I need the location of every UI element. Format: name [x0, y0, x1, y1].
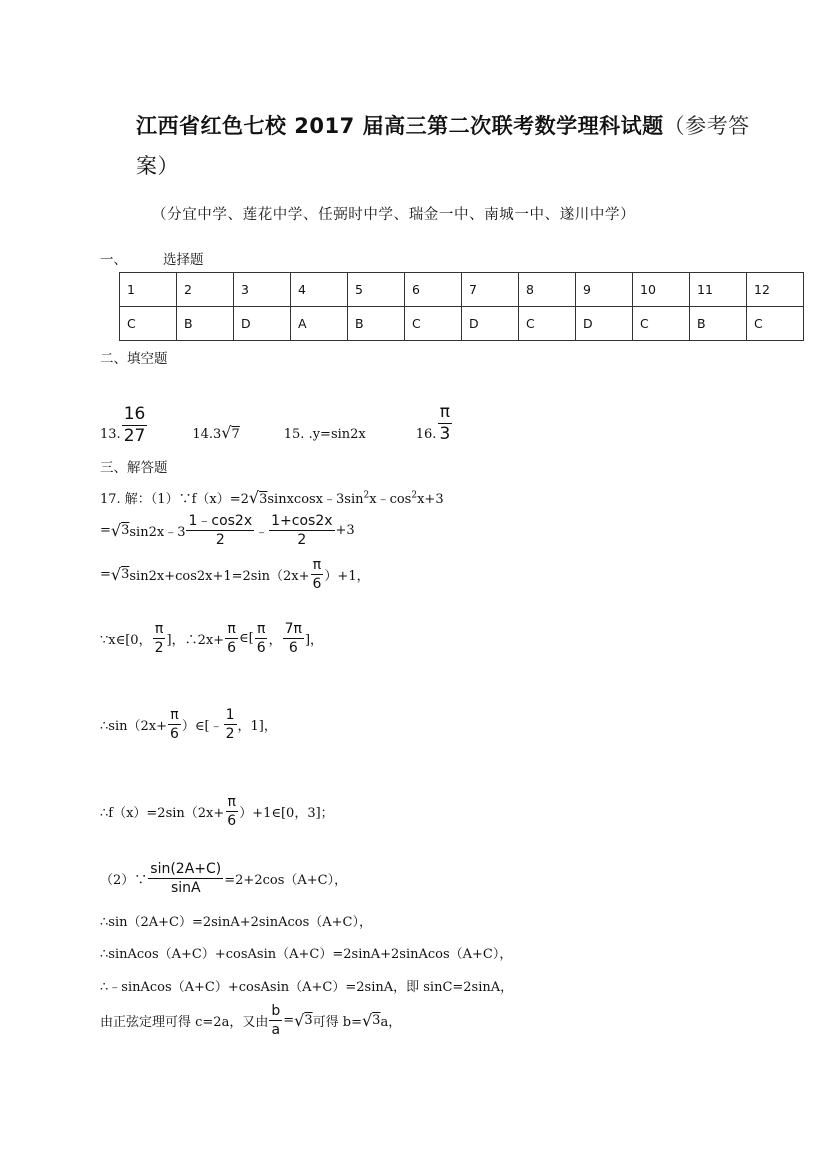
text: =	[283, 1013, 295, 1029]
fraction-numerator: π	[439, 402, 450, 422]
table-cell: 4	[291, 273, 348, 307]
text: ∴sin（2x+	[100, 719, 167, 735]
q14-answer	[192, 423, 239, 442]
table-cell: 10	[633, 273, 690, 307]
fraction-numerator: π	[154, 621, 164, 637]
section-heading-choice	[100, 248, 204, 268]
table-cell: C	[519, 307, 576, 341]
fraction	[255, 622, 268, 655]
radicand: 3	[121, 523, 130, 539]
exponent: 2	[411, 490, 418, 501]
table-cell: C	[120, 307, 177, 341]
title-bold: 江西省红色七校 2017 届高三第二次联考数学理科试题	[136, 114, 664, 138]
table-cell: 7	[462, 273, 519, 307]
text: 可得 b=	[312, 1015, 362, 1031]
fraction	[153, 622, 166, 655]
fraction-denominator: a	[271, 1021, 281, 1038]
fraction-denominator: 3	[439, 423, 451, 444]
fraction-denominator: 2	[225, 725, 235, 742]
fraction-denominator: 6	[227, 639, 236, 656]
table-cell: B	[348, 307, 405, 341]
fraction-denominator: 2	[215, 531, 225, 548]
radicand: 3	[372, 1013, 381, 1029]
table-cell: C	[633, 307, 690, 341]
sqrt-icon: √	[110, 565, 122, 585]
solution-line-8: ∴sin（2A+C）=2sinA+2sinAcos（A+C），	[100, 915, 372, 930]
solution-line-11	[100, 1004, 401, 1037]
fill-answers-row	[100, 404, 453, 446]
text: ）+1∈[0，3]；	[239, 806, 334, 822]
fraction-denominator: 27	[123, 425, 146, 446]
fraction	[224, 708, 237, 741]
fraction-numerator: π	[227, 621, 236, 637]
text: =	[100, 567, 111, 583]
q14-text: 14.3	[192, 426, 222, 442]
section-label: 选择题	[163, 252, 204, 268]
q14-radicand: 7	[231, 426, 240, 442]
text: ，	[268, 633, 282, 649]
text: ）+1，	[324, 569, 370, 585]
text: sinxcosx﹣3sin	[267, 492, 364, 507]
text: ∈[	[239, 631, 254, 647]
text: sin2x﹣3	[129, 525, 186, 541]
text: ）∈[﹣	[181, 719, 223, 735]
fraction-numerator: π	[170, 707, 179, 723]
answer-table	[119, 272, 804, 341]
table-cell: 9	[576, 273, 633, 307]
text: =	[100, 523, 111, 539]
table-row-answers	[120, 307, 804, 341]
fraction	[269, 514, 334, 547]
solution-line-2	[100, 514, 355, 547]
solution-line-3	[100, 558, 370, 591]
table-cell: C	[747, 307, 804, 341]
fraction	[225, 795, 238, 828]
fraction	[225, 622, 238, 655]
table-cell: 5	[348, 273, 405, 307]
table-row-numbers	[120, 273, 804, 307]
text: ∵x∈[0，	[100, 633, 152, 649]
table-cell: D	[462, 307, 519, 341]
fraction	[283, 622, 304, 655]
fraction-numerator: 1	[225, 707, 235, 723]
table-cell: D	[234, 307, 291, 341]
text: ，1]，	[237, 719, 277, 735]
document-title-line2: 案）	[136, 154, 179, 178]
text: ]，	[304, 633, 324, 649]
text: （2）∵	[100, 873, 148, 889]
exponent: 2	[363, 490, 370, 501]
fraction-denominator: 6	[312, 575, 322, 592]
table-cell: 8	[519, 273, 576, 307]
radicand: 3	[304, 1013, 313, 1029]
text: ﹣	[255, 525, 269, 541]
solution-line-10: ∴﹣sinAcos（A+C）+cosAsin（A+C）=2sinA，即 sinC=2sinA，	[100, 980, 514, 995]
document-title-line1	[136, 110, 750, 140]
fraction	[168, 708, 181, 741]
fraction	[311, 558, 324, 591]
fraction	[269, 1004, 282, 1037]
fraction-denominator: 6	[256, 639, 266, 656]
table-cell: 6	[405, 273, 462, 307]
title-light: （参考答	[663, 114, 750, 138]
sqrt-icon: √	[248, 488, 260, 507]
table-cell: 12	[747, 273, 804, 307]
sqrt-icon: √	[110, 521, 122, 541]
q13-fraction	[122, 406, 148, 446]
solution-line-4	[100, 622, 323, 655]
sqrt-icon: √	[294, 1011, 305, 1031]
text: ∴f（x）=2sin（2x+	[100, 806, 225, 822]
section-heading-fill: 二、填空题	[100, 351, 168, 367]
text: x﹣cos	[369, 492, 412, 507]
text: 由正弦定理可得 c=2a，又由	[100, 1015, 269, 1031]
fraction-numerator: 1+cos2x	[271, 513, 333, 529]
q13-label: 13.	[100, 426, 121, 442]
schools-list: （分宜中学、莲花中学、任弼时中学、瑞金一中、南城一中、遂川中学）	[152, 207, 636, 223]
fraction-numerator: π	[227, 794, 236, 810]
fraction	[186, 514, 254, 547]
solution-line-6	[100, 795, 334, 828]
solution-line-5	[100, 708, 277, 741]
q16-label: 16.	[415, 426, 437, 442]
fraction-numerator: sin(2A+C)	[150, 861, 222, 877]
q16-fraction	[437, 404, 452, 444]
q15-answer: 15. .y=sin2x	[283, 426, 366, 442]
fraction-numerator: 16	[123, 404, 146, 424]
fraction-numerator: 7π	[284, 621, 302, 637]
fraction-numerator: b	[271, 1003, 281, 1019]
table-cell: 3	[234, 273, 291, 307]
radicand: 3	[259, 492, 268, 507]
fraction-denominator: 6	[227, 812, 237, 829]
table-cell: 11	[690, 273, 747, 307]
sqrt-icon: √	[361, 1011, 373, 1031]
fraction-denominator: 6	[169, 725, 179, 742]
fraction-denominator: 6	[288, 639, 298, 656]
table-cell: B	[177, 307, 234, 341]
table-cell: B	[690, 307, 747, 341]
fraction-denominator: 2	[154, 639, 164, 656]
table-cell: D	[576, 307, 633, 341]
text: a，	[380, 1015, 402, 1031]
table-cell: C	[405, 307, 462, 341]
section-number: 一、	[100, 252, 127, 268]
fraction-denominator: 2	[297, 531, 307, 548]
solution-line-9: ∴sinAcos（A+C）+cosAsin（A+C）=2sinA+2sinAcos（A+C），	[100, 947, 513, 962]
text: 17. 解：（1）∵f（x）=2	[100, 492, 249, 507]
text: +3	[335, 523, 355, 539]
section-heading-solutions: 三、解答题	[100, 460, 168, 476]
fraction-numerator: π	[312, 557, 322, 573]
fraction	[148, 862, 223, 895]
solution-line-7	[100, 862, 347, 895]
text: x+3	[417, 492, 444, 507]
table-cell: 1	[120, 273, 177, 307]
text: =2+2cos（A+C），	[224, 873, 348, 889]
text: ]，∴2x+	[166, 633, 225, 649]
radicand: 3	[121, 567, 130, 583]
text: sin2x+cos2x+1=2sin（2x+	[129, 569, 310, 585]
table-cell: 2	[177, 273, 234, 307]
fraction-numerator: 1﹣cos2x	[188, 513, 253, 529]
table-cell: A	[291, 307, 348, 341]
fraction-numerator: π	[256, 621, 266, 637]
solution-line-1	[100, 488, 444, 507]
sqrt-icon: √	[221, 422, 232, 442]
fraction-denominator: sinA	[170, 879, 201, 896]
